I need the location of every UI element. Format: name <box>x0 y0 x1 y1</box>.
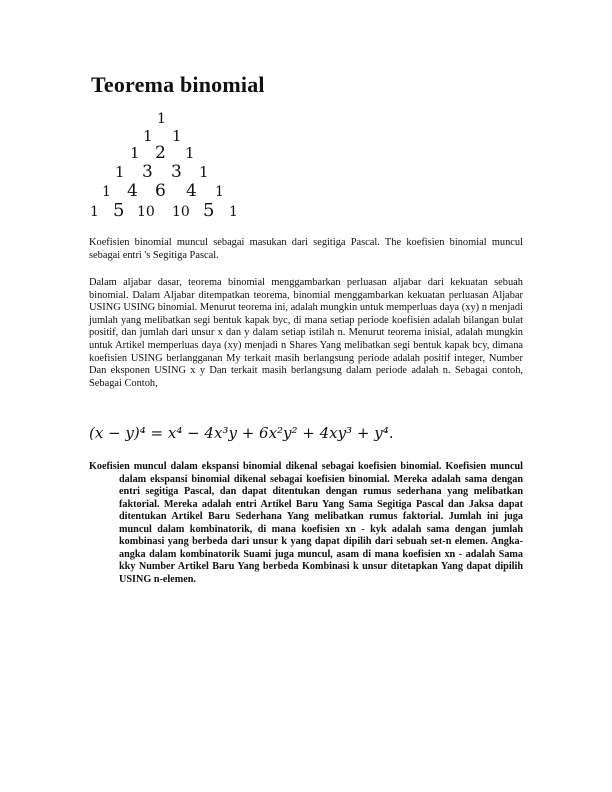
pascal-number: 4 <box>186 181 197 201</box>
pascal-number: 5 <box>113 200 125 221</box>
pascal-number: 10 <box>172 204 190 220</box>
pascal-number: 1 <box>157 111 166 127</box>
pascal-number: 1 <box>215 184 224 200</box>
pascal-number: 1 <box>229 204 238 220</box>
pascal-number: 1 <box>102 184 111 200</box>
pascal-number: 6 <box>155 181 166 201</box>
pascal-number: 1 <box>115 163 125 181</box>
pascal-number: 1 <box>172 127 182 145</box>
body-paragraph-coefficients: Koefisien muncul dalam ekspansi binomial dikenal sebagai koefisien binomial. Koefisien muncul dalam ekspansi binomial dikenal sebagai koefisien binomial. Mereka adalah sama dengan entri segitiga Pascal, dan dapat ditentukan dengan rumus sederhana yang melibatkan faktorial. Mereka adalah entri Artikel Baru Yang Sama Segitiga Pascal dan Jaksa dapat ditentukan Artikel Baru Sederhana Yang melibatkan rumus faktorial. Jumlah ini juga muncul dalam kombinatorik, di mana koefisien xn - kyk adalah sama dengan jumlah kombinasi yang berbeda dari unsur k yang dapat dipilih dari sebuah set-n elemen. Angka-angka dalam kombinatorik Suami juga muncul, asam di mana koefisien xn - adalah Sama kky Number Artikel Baru Yang berbeda Kombinasi k unsur ditetapkan Yang dapat dipilih USING n-elemen. <box>89 461 523 585</box>
pascal-number: 3 <box>142 162 153 182</box>
pascal-number: 5 <box>203 200 215 221</box>
body-paragraph-intro: Dalam aljabar dasar, teorema binomial menggambarkan perluasan aljabar dari kekuatan sebuah binomial. Dalam Aljabar ditempatkan teorema, binomial menggambarkan kekuatan perluasan Aljabar USING USING binomial. Menurut teorema ini, adalah mungkin untuk memperluas daya (xy) n menjadi jumlah yang melibatkan segi bentuk kapak byc, di mana setiap periode koefisien adalah bilangan bulat positif, dan jumlah dari unsur x dan y dalam setiap istilah n. Menurut teorema inisial, adalah mungkin untuk Artikel memperluas daya (xy) menjadi n Shares Yang melibatkan segi bentuk kapak bcy, dimana koefisien USING berlangganan My terkait masih berlangsung periode adalah positif integer, Number Dan eksponen USING x y Dan terkait masih berlangsung dalam periode adalah n. Sebagai contoh, Sebagai Contoh, <box>89 277 523 389</box>
pascal-number: 10 <box>137 204 155 220</box>
pascal-number: 2 <box>155 143 166 163</box>
pascal-number: 4 <box>127 181 138 201</box>
pascal-number: 1 <box>130 144 140 162</box>
pascal-triangle <box>85 112 250 227</box>
binomial-formula: (x − y)⁴ = x⁴ − 4x³y + 6x²y² + 4xy³ + y⁴. <box>89 424 394 442</box>
figure-caption: Koefisien binomial muncul sebagai masukan dari segitiga Pascal. The koefisien binomial muncul sebagai entri 's Segitiga Pascal. <box>89 237 523 261</box>
pascal-number: 1 <box>199 163 209 181</box>
pascal-number: 1 <box>90 204 99 220</box>
page-title: Teorema binomial <box>91 72 265 97</box>
pascal-number: 3 <box>171 162 182 182</box>
pascal-number: 1 <box>143 127 153 145</box>
pascal-number: 1 <box>185 144 195 162</box>
